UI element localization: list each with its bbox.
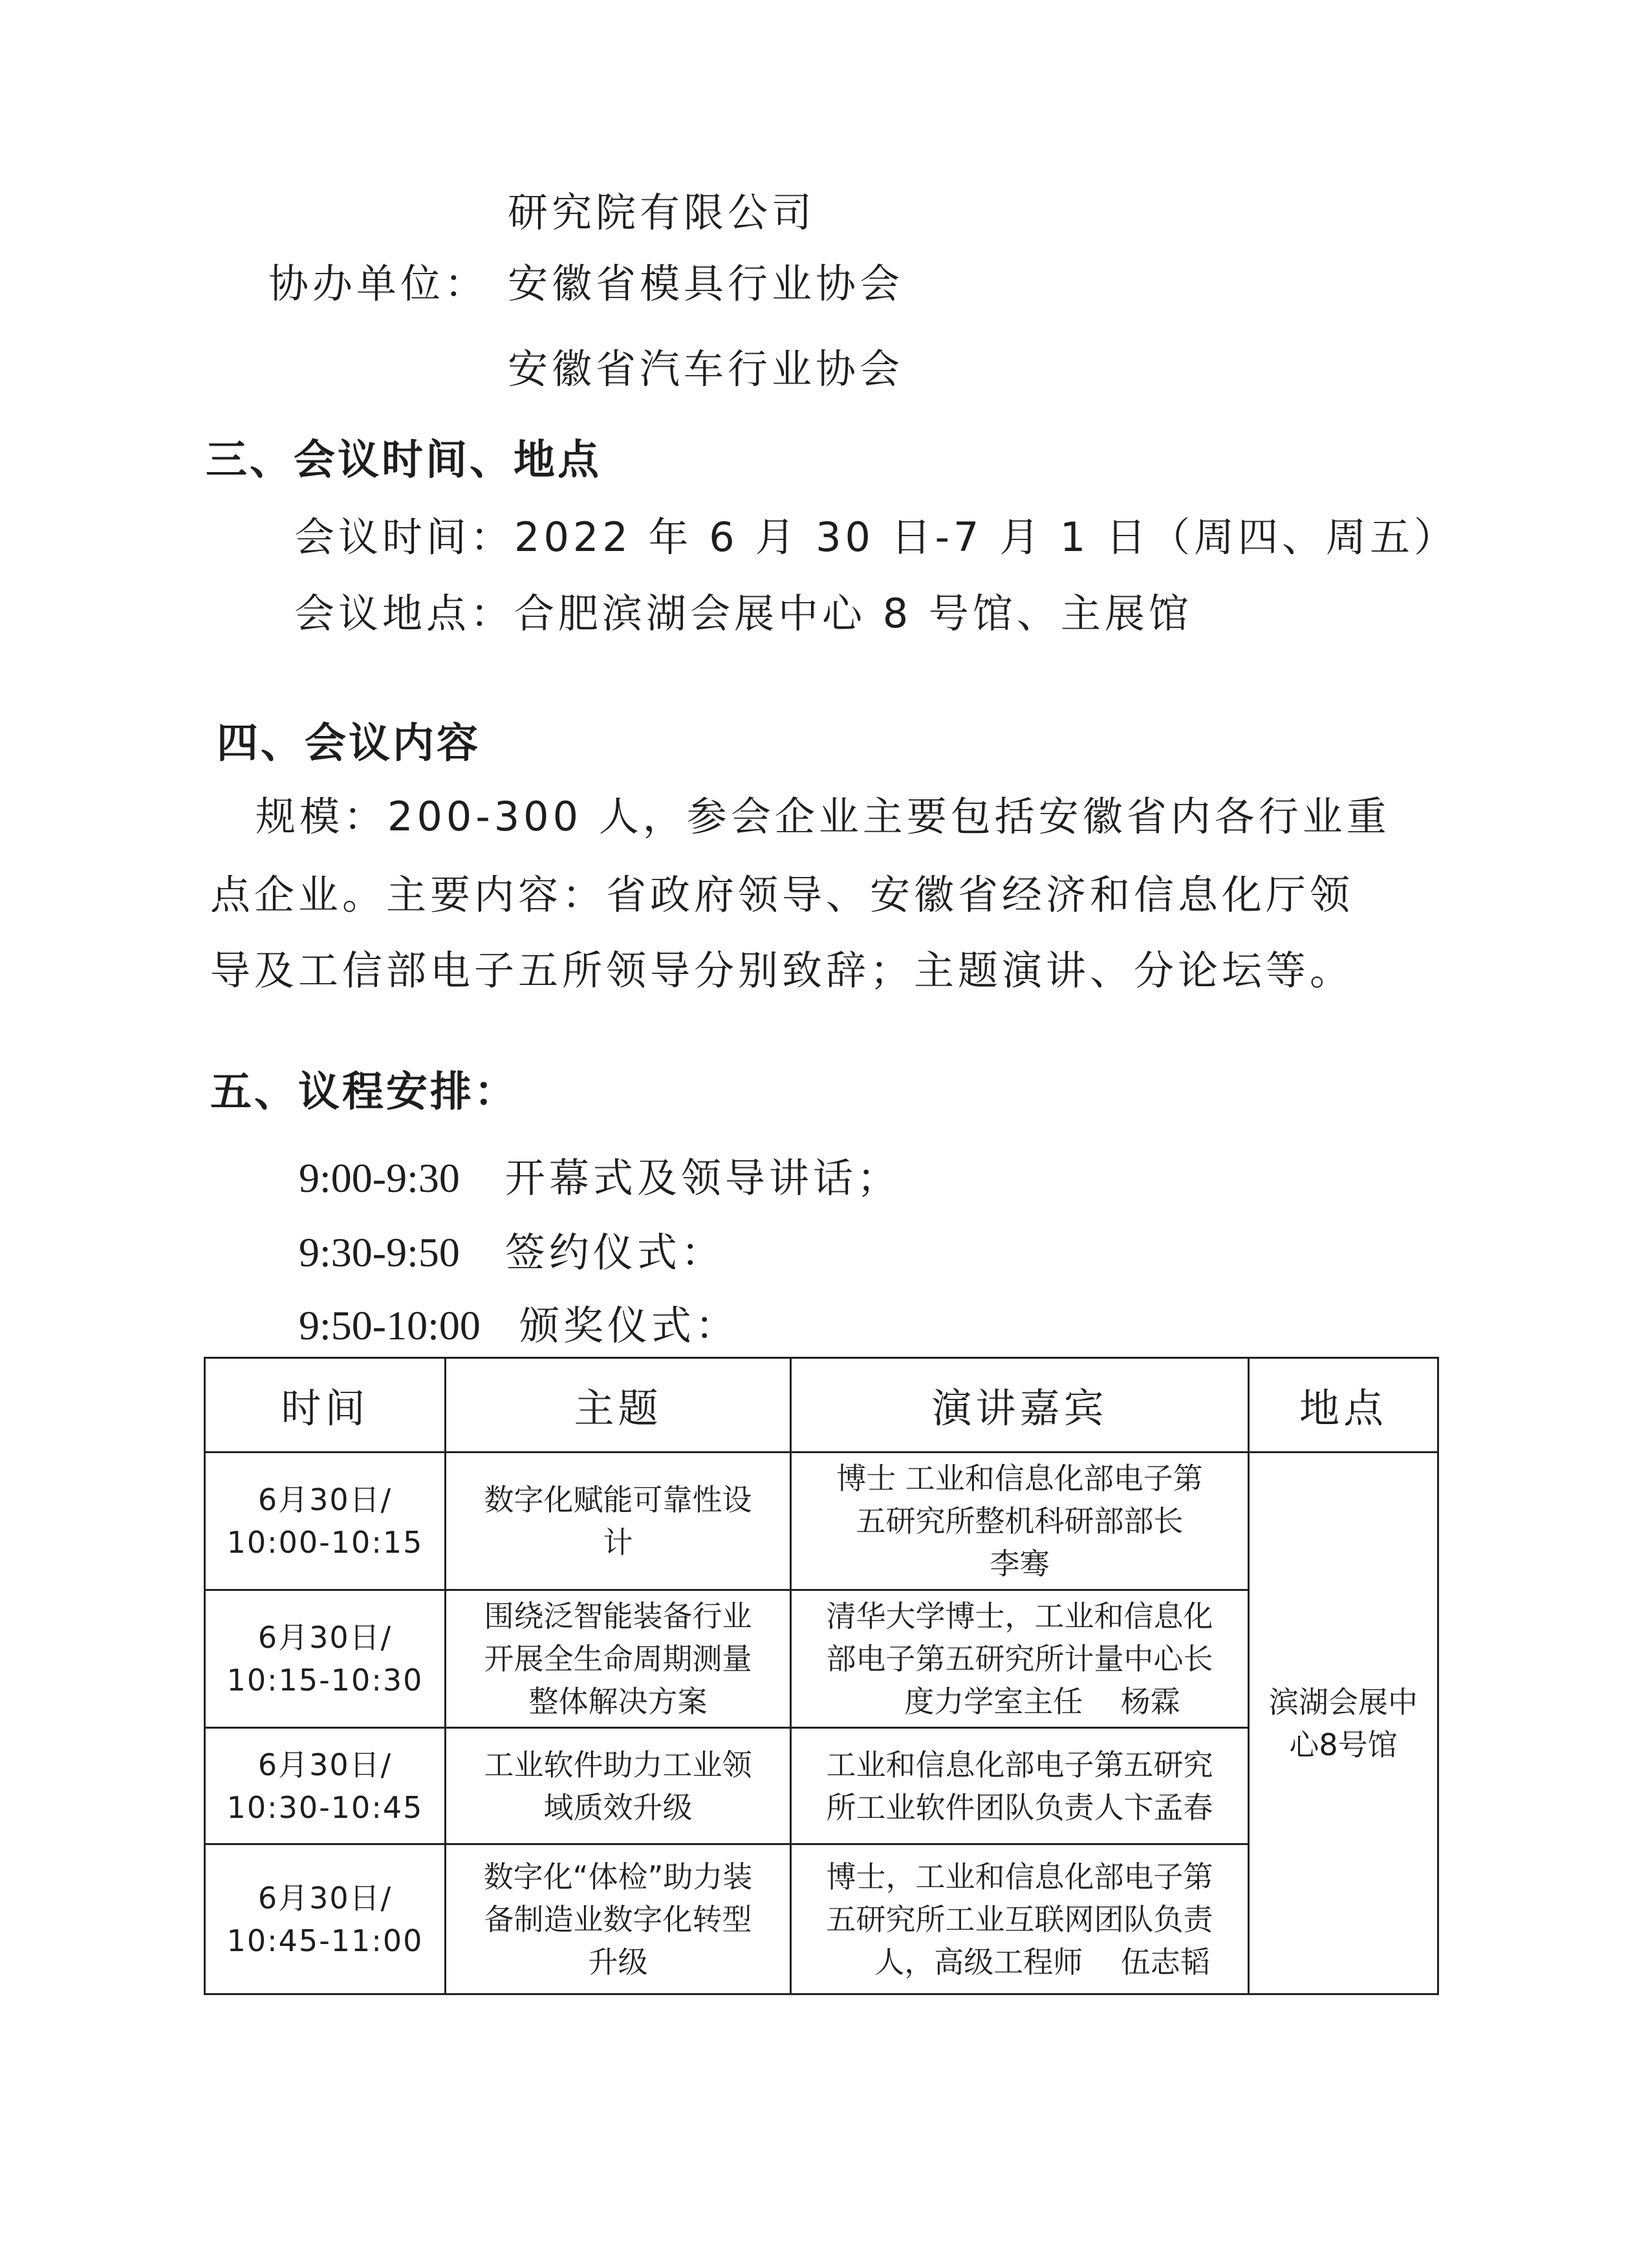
speaker-cell <box>791 1453 1249 1590</box>
agenda-time: 9:50-10:00 <box>299 1302 481 1348</box>
session-time: 10:45-11:00 <box>226 1923 424 1958</box>
co-organizer-1: 安徽省模具行业协会 <box>508 260 904 307</box>
content-line-2: 点企业。主要内容：省政府领导、安徽省经济和信息化厅领 <box>210 871 1354 918</box>
meeting-place: 会议地点：合肥滨湖会展中心 8 号馆、主展馆 <box>294 590 1193 637</box>
agenda-text: 签约仪式： <box>504 1229 725 1276</box>
co-organizer-2: 安徽省汽车行业协会 <box>508 345 904 393</box>
header-time: 时间 <box>205 1358 446 1453</box>
topic-line: 备制造业数字化转型 <box>484 1901 752 1937</box>
speaker-cell <box>791 1590 1249 1728</box>
table-row <box>205 1453 1438 1590</box>
speaker-line: 博士 工业和信息化部电子第 <box>836 1461 1203 1496</box>
topic-cell <box>446 1728 791 1844</box>
agenda-time: 9:30-9:50 <box>299 1229 460 1275</box>
speaker-line: 五研究所整机科研部部长 <box>856 1504 1184 1539</box>
topic-cell <box>446 1453 791 1590</box>
section-3-heading: 三、会议时间、地点 <box>206 437 601 484</box>
speaker-line: 人，高级工程师 伍志韬 <box>874 1944 1210 1980</box>
session-date: 6月30日/ <box>257 1482 393 1517</box>
schedule-table <box>204 1357 1439 1995</box>
session-date: 6月30日/ <box>257 1747 393 1782</box>
table-header-row <box>205 1358 1438 1453</box>
speaker-cell <box>791 1844 1249 1994</box>
speaker-line: 所工业软件团队负责人卞孟春 <box>826 1789 1213 1825</box>
speaker-line: 五研究所工业互联网团队负责 <box>826 1901 1213 1937</box>
topic-line: 计 <box>603 1525 633 1560</box>
topic-cell <box>446 1590 791 1728</box>
session-time: 10:30-10:45 <box>226 1789 424 1825</box>
content-line-1: 规模：200-300 人，参会企业主要包括安徽省内各行业重 <box>255 793 1391 840</box>
agenda-text: 开幕式及领导讲话； <box>504 1154 901 1202</box>
speaker-line: 度力学室主任 杨霖 <box>904 1684 1180 1719</box>
venue-line: 滨湖会展中 <box>1269 1684 1418 1720</box>
speaker-line: 博士，工业和信息化部电子第 <box>826 1859 1213 1894</box>
topic-line: 数字化“体检”助力装 <box>483 1859 753 1894</box>
content-line-3: 导及工信部电子五所领导分别致辞；主题演讲、分论坛等。 <box>210 947 1354 994</box>
topic-line: 围绕泛智能装备行业 <box>484 1599 752 1634</box>
session-time: 10:15-10:30 <box>226 1663 424 1698</box>
topic-cell <box>446 1844 791 1994</box>
header-venue: 地点 <box>1249 1358 1438 1453</box>
time-cell <box>205 1590 446 1728</box>
co-organizer-label: 协办单位： <box>268 260 489 307</box>
venue-cell <box>1249 1453 1438 1994</box>
speaker-line: 工业和信息化部电子第五研究 <box>826 1747 1213 1782</box>
speaker-line: 清华大学博士，工业和信息化 <box>826 1599 1213 1634</box>
agenda-text: 颁奖仪式： <box>519 1302 739 1349</box>
session-date: 6月30日/ <box>257 1880 393 1916</box>
speaker-line: 部电子第五研究所计量中心长 <box>826 1641 1213 1676</box>
time-cell <box>205 1453 446 1590</box>
time-cell <box>205 1728 446 1844</box>
venue-line: 心8号馆 <box>1289 1727 1398 1762</box>
time-cell <box>205 1844 446 1994</box>
topic-line: 升级 <box>588 1944 648 1980</box>
speaker-cell <box>791 1728 1249 1844</box>
topic-line: 整体解决方案 <box>528 1684 708 1719</box>
meeting-time: 会议时间：2022 年 6 月 30 日-7 月 1 日（周四、周五） <box>294 513 1458 561</box>
topic-line: 工业软件助力工业领 <box>484 1747 752 1782</box>
topic-line: 开展全生命周期测量 <box>484 1641 752 1676</box>
section-5-heading: 五、议程安排： <box>210 1068 518 1116</box>
session-time: 10:00-10:15 <box>226 1525 424 1560</box>
organizer-continuation: 研究院有限公司 <box>508 189 816 236</box>
agenda-item <box>299 1302 739 1349</box>
section-4-heading: 四、会议内容 <box>217 720 481 768</box>
agenda-item <box>299 1229 725 1276</box>
topic-line: 数字化赋能可靠性设 <box>484 1482 752 1517</box>
speaker-line: 李骞 <box>990 1546 1050 1581</box>
agenda-time: 9:00-9:30 <box>299 1155 460 1201</box>
agenda-item <box>299 1154 901 1202</box>
session-date: 6月30日/ <box>257 1620 393 1655</box>
header-topic: 主题 <box>446 1358 791 1453</box>
header-speaker: 演讲嘉宾 <box>791 1358 1249 1453</box>
topic-line: 域质效升级 <box>543 1789 693 1825</box>
